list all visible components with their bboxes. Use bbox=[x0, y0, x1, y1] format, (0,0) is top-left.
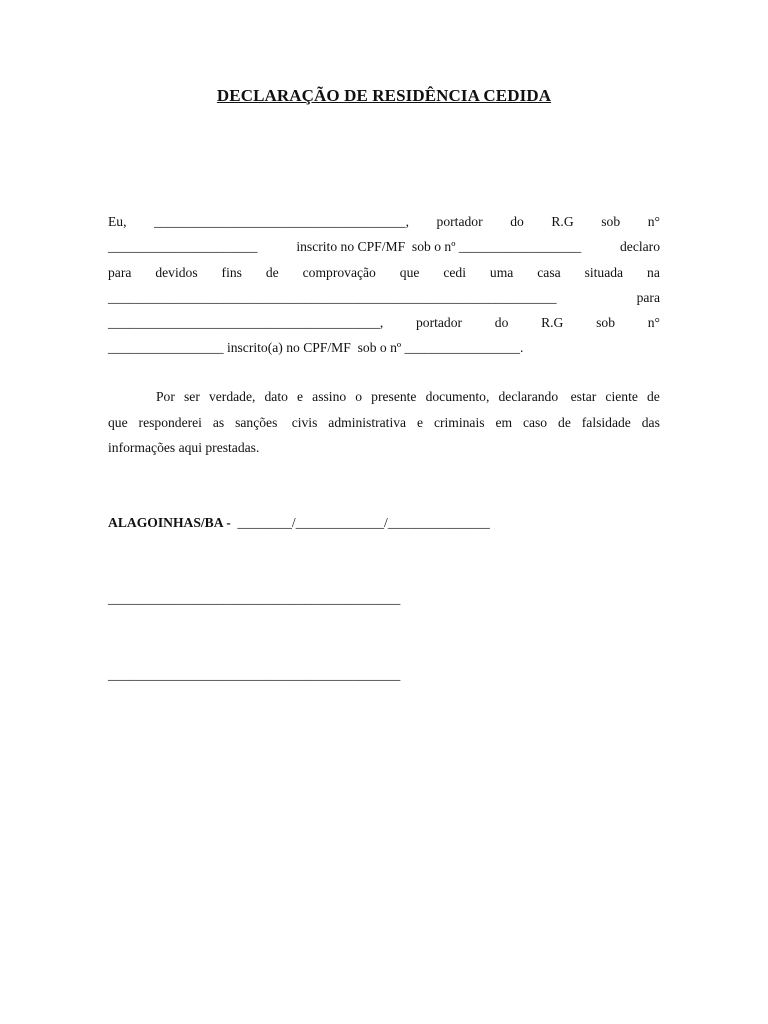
name-blank: _____________________________________, bbox=[154, 214, 409, 229]
word: que bbox=[399, 265, 420, 280]
date-blank: ________/_____________/_______________ bbox=[237, 515, 490, 530]
word: as bbox=[212, 415, 225, 430]
word: portador bbox=[436, 214, 483, 229]
word: fins bbox=[221, 265, 242, 280]
word: Eu, bbox=[108, 214, 127, 229]
word: portador bbox=[416, 315, 463, 330]
word: de bbox=[265, 265, 279, 280]
signature-line-1: ___________________________________________ bbox=[108, 591, 401, 606]
word: do bbox=[494, 315, 509, 330]
word: n° bbox=[647, 214, 660, 229]
word: comprovação bbox=[302, 265, 376, 280]
paragraph2-line1 bbox=[156, 388, 660, 406]
word: verdade, bbox=[208, 389, 256, 404]
word: declaro bbox=[620, 239, 660, 254]
word: o bbox=[355, 389, 363, 404]
word: para bbox=[108, 265, 132, 280]
rg-blank: ______________________ bbox=[108, 239, 258, 254]
word: responderei bbox=[138, 415, 202, 430]
word: de bbox=[646, 389, 660, 404]
word: devidos bbox=[155, 265, 198, 280]
city-label: ALAGOINHAS/BA - bbox=[108, 515, 231, 530]
paragraph1-line1 bbox=[108, 213, 660, 231]
paragraph2-line2 bbox=[108, 414, 660, 432]
word: e bbox=[416, 415, 424, 430]
cpf-text: inscrito no CPF/MF sob o nº __________________ bbox=[296, 239, 582, 254]
word: na bbox=[647, 265, 660, 280]
paragraph1-line5 bbox=[108, 314, 660, 332]
word: que bbox=[108, 415, 128, 430]
word: ser bbox=[184, 389, 200, 404]
word: criminais bbox=[433, 415, 485, 430]
word: sob bbox=[601, 214, 621, 229]
word: dato bbox=[264, 389, 288, 404]
word: falsidade bbox=[581, 415, 631, 430]
paragraph1-line6: _________________ inscrito(a) no CPF/MF sob o nº _________________. bbox=[108, 340, 524, 355]
word: caso bbox=[522, 415, 548, 430]
word: e bbox=[297, 389, 304, 404]
word: do bbox=[510, 214, 524, 229]
paragraph1-line2 bbox=[108, 238, 660, 256]
recipient-blank: ________________________________________, bbox=[108, 315, 384, 330]
word: Por bbox=[156, 389, 175, 404]
word: estar bbox=[570, 389, 597, 404]
word: n° bbox=[647, 315, 660, 330]
word: documento, bbox=[425, 389, 490, 404]
paragraph1-line4 bbox=[108, 289, 660, 307]
word: de bbox=[558, 415, 571, 430]
word: sob bbox=[596, 315, 615, 330]
word: para bbox=[636, 290, 660, 305]
word: cedi bbox=[443, 265, 466, 280]
word: R.G bbox=[541, 315, 564, 330]
word: em bbox=[495, 415, 513, 430]
paragraph1-line3 bbox=[108, 264, 660, 282]
word: assino bbox=[312, 389, 347, 404]
paragraph2-line3: informações aqui prestadas. bbox=[108, 440, 260, 455]
signature-line-2: ___________________________________________ bbox=[108, 667, 401, 682]
document-title: DECLARAÇÃO DE RESIDÊNCIA CEDIDA bbox=[216, 86, 552, 105]
word: declarando bbox=[498, 389, 562, 404]
word: civis bbox=[291, 415, 318, 430]
word: das bbox=[641, 415, 660, 430]
word: R.G bbox=[551, 214, 574, 229]
word: uma bbox=[489, 265, 514, 280]
word: sanções bbox=[235, 415, 281, 430]
word: presente bbox=[371, 389, 417, 404]
word: ciente bbox=[605, 389, 638, 404]
place-date-line bbox=[108, 514, 660, 532]
word: administrativa bbox=[328, 415, 407, 430]
address-blank: __________________________________________________________________ bbox=[108, 290, 557, 305]
word: situada bbox=[584, 265, 624, 280]
word: casa bbox=[537, 265, 561, 280]
